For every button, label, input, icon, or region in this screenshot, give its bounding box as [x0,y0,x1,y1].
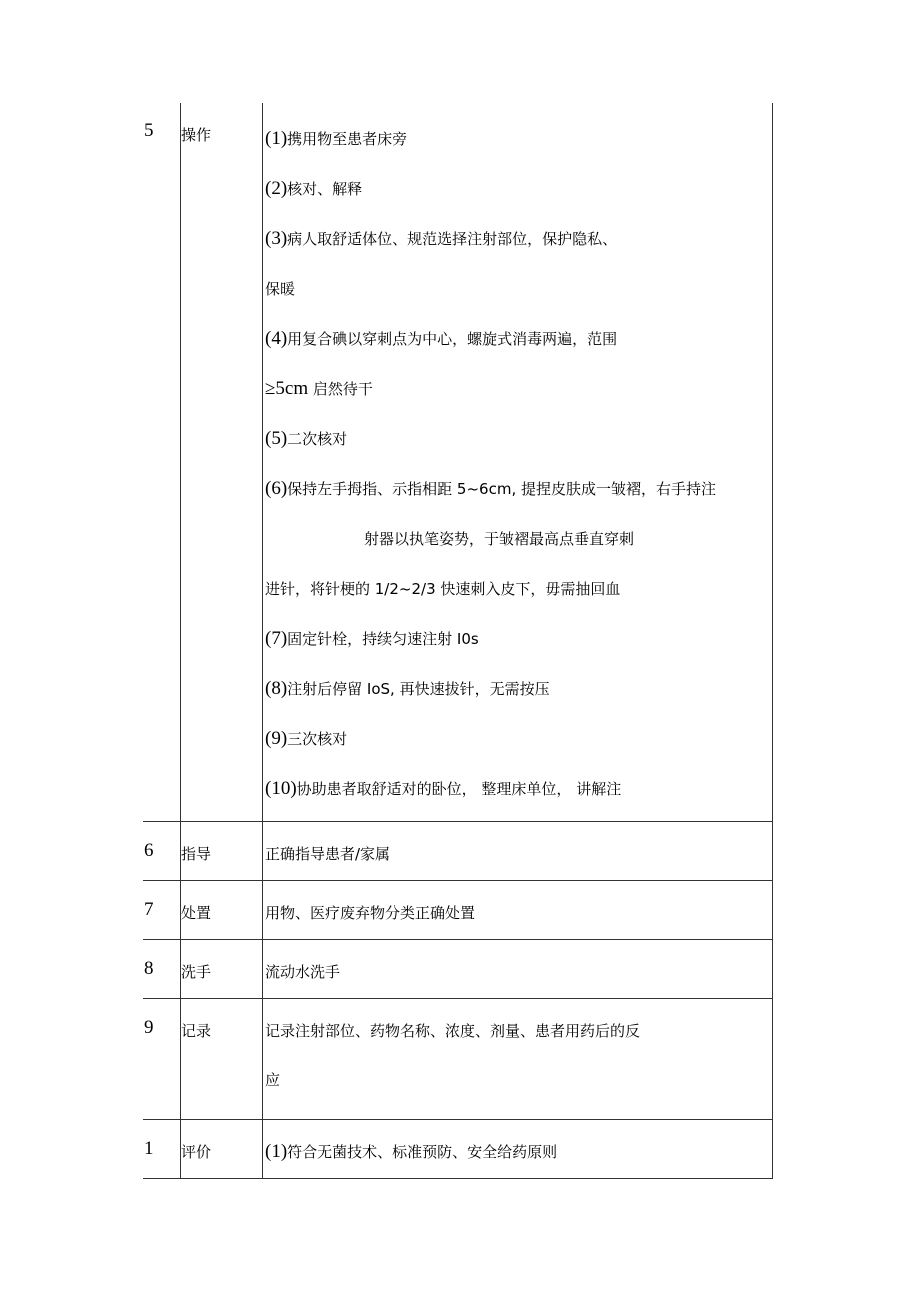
step-line: (4)用复合碘以穿刺点为中心，螺旋式消毒两遍，范围 [265,328,618,349]
row-label: 评价 [181,1143,212,1161]
row-label: 记录 [181,1022,212,1040]
row-number: 5 [144,120,154,141]
row-content [263,999,772,1119]
step-line: (6)保持左手拇指、示指相距 5~6cm, 提捏皮肤成一皱褶，右手持注 [265,478,716,499]
step-line: (1)携用物至患者床旁 [265,128,408,149]
row-number: 8 [144,958,154,979]
row-number: 6 [144,840,154,861]
row-number: 1 [144,1138,154,1159]
operation-steps [263,103,772,821]
row-content: 流动水洗手 [265,963,341,981]
content-line: 记录注射部位、药物名称、浓度、剂量、患者用药后的反 [265,1022,641,1040]
step-line: ≥5cm 启然待干 [265,378,373,399]
step-line: (3)病人取舒适体位、规范选择注射部位，保护隐私、 [265,228,618,249]
step-line: (8)注射后停留 IoS, 再快速拔针，无需按压 [265,678,550,699]
step-line: (10)协助患者取舒适对的卧位， 整理床单位， 讲解注 [265,778,622,799]
table-row-evaluation [143,1120,773,1179]
table-row-disposal [143,881,773,940]
step-line: 射器以执笔姿势，于皱褶最高点垂直穿刺 [364,530,635,548]
row-label: 洗手 [181,963,212,981]
step-line: 进针，将针梗的 1/2~2/3 快速刺入皮下，毋需抽回血 [265,580,621,598]
procedure-table [143,103,773,1179]
table-row-handwash [143,940,773,999]
step-line: (5)二次核对 [265,428,348,449]
table-row-operation [143,103,773,822]
content-line: 应 [265,1071,281,1089]
table-row-record [143,999,773,1120]
row-number: 7 [144,899,154,920]
row-label: 指导 [181,845,212,863]
row-content: 用物、医疗废弃物分类正确处置 [265,904,476,922]
table-row-guidance [143,822,773,881]
row-content: (1)符合无菌技术、标准预防、安全给药原则 [265,1141,558,1162]
row-label: 操作 [181,126,212,144]
step-line: (2)核对、解释 [265,178,363,199]
procedure-table-grid [143,103,773,1179]
row-number: 9 [144,1017,154,1038]
step-line: 保暖 [265,280,296,298]
step-line: (9)三次核对 [265,728,348,749]
row-label: 处置 [181,904,212,922]
step-line: (7)固定针栓，持续匀速注射 I0s [265,628,479,649]
row-content: 正确指导患者/家属 [265,845,391,863]
